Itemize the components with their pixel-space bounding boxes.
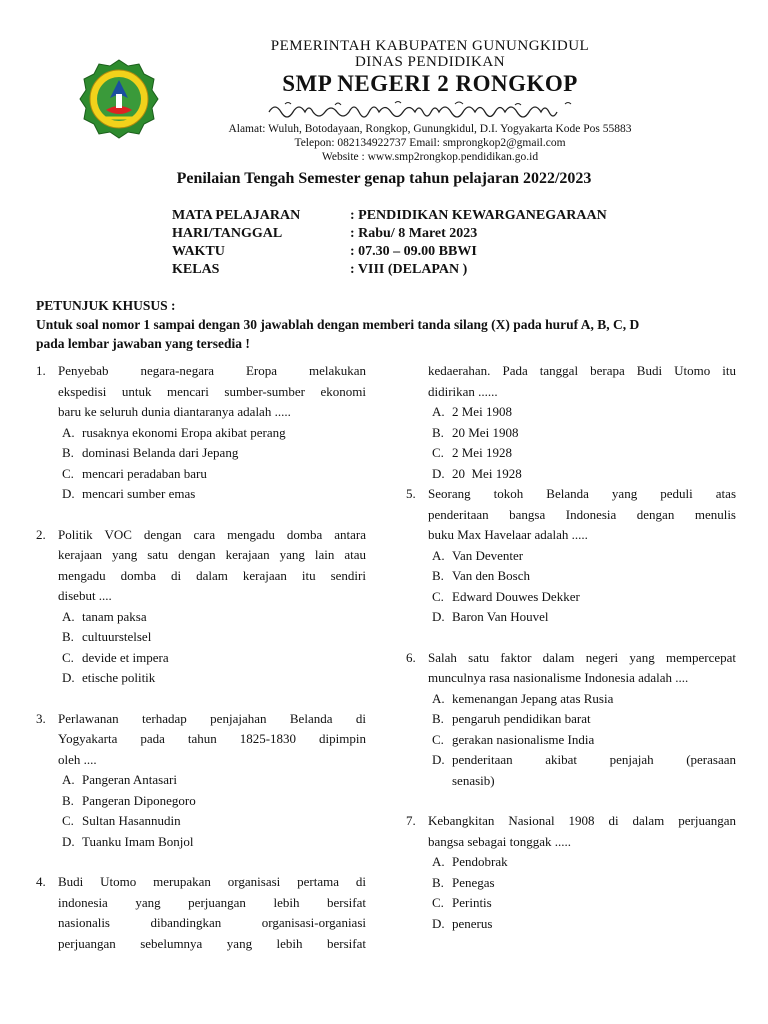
option-a[interactable]: A. Pendobrak <box>432 854 508 869</box>
question-4 <box>36 872 366 954</box>
question-text-line: didirikan ...... <box>428 383 498 399</box>
question-text-line: Perlawanan terhadap penjajahan Belanda di <box>58 710 366 726</box>
question-text-line: oleh .... <box>58 751 97 767</box>
question-text-line: kedaerahan. Pada tanggal berapa Budi Utomo itu <box>428 363 736 378</box>
letterhead <box>0 0 768 170</box>
info-value: : 07.30 – 09.00 BBWI <box>350 244 477 259</box>
info-key: MATA PELAJARAN <box>172 208 301 223</box>
school-name: SMP NEGERI 2 RONGKOP <box>282 71 578 96</box>
option-a[interactable]: A. rusaknya ekonomi Eropa akibat perang <box>62 424 286 440</box>
option-b[interactable]: B. Penegas <box>432 874 495 890</box>
question-number: 6. <box>406 649 416 665</box>
question-6 <box>406 648 736 792</box>
question-1 <box>36 361 366 505</box>
option-b[interactable]: B. 20 Mei 1908 <box>432 424 519 440</box>
question-text-line: kerajaan yang satu dengan kerajaan yang lain atau <box>58 547 366 562</box>
question-text-line: ekspedisi untuk mencari sumber-sumber ekonomi <box>58 383 366 399</box>
question-number: 1. <box>36 363 46 378</box>
question-text-line: perjuangan sebelumnya yang lebih bersifat <box>58 935 366 951</box>
question-3 <box>36 709 366 853</box>
option-d[interactable]: D. Baron Van Houvel <box>432 609 549 624</box>
option-d[interactable]: D. penderitaan akibat penjajah (perasaan senasib) <box>432 752 736 788</box>
info-value: : VIII (DELAPAN ) <box>350 262 468 277</box>
option-b[interactable]: B. dominasi Belanda dari Jepang <box>62 445 239 460</box>
question-number: 2. <box>36 526 46 542</box>
instructions-heading: PETUNJUK KHUSUS : <box>36 298 176 313</box>
exam-info-table <box>172 207 607 279</box>
school-website: Website : www.smp2rongkop.pendidikan.go.id <box>321 151 539 163</box>
option-c[interactable]: C. Edward Douwes Dekker <box>432 588 580 604</box>
question-text-line: disebut .... <box>58 588 112 603</box>
option-b[interactable]: B. pengaruh pendidikan barat <box>432 711 591 726</box>
school-address: Alamat: Wuluh, Botodayaan, Rongkop, Gunungkidul, D.I. Yogyakarta Kode Pos 55883 <box>228 123 632 135</box>
option-b[interactable]: B. cultuurstelsel <box>62 629 152 644</box>
question-text-line: indonesia yang perjuangan lebih bersifat <box>58 894 366 910</box>
department-name: DINAS PENDIDIKAN <box>354 54 506 70</box>
question-number: 3. <box>36 710 46 726</box>
question-5 <box>406 484 736 628</box>
option-a[interactable]: A. kemenangan Jepang atas Rusia <box>432 690 614 706</box>
option-d[interactable]: D. 20 Mei 1928 <box>432 465 522 481</box>
instructions <box>36 296 736 353</box>
instructions-line: pada lembar jawaban yang tersedia ! <box>36 336 250 351</box>
question-text-line: Seorang tokoh Belanda yang peduli atas <box>428 486 736 501</box>
info-key: KELAS <box>172 262 220 277</box>
question-number: 7. <box>406 813 416 828</box>
question-text-line: Salah satu faktor dalam negeri yang mempercepat <box>428 649 736 665</box>
option-b[interactable]: B. Van den Bosch <box>432 568 530 583</box>
question-text-line: buku Max Havelaar adalah ..... <box>428 527 588 542</box>
gunungkidul-emblem-logo <box>78 58 160 140</box>
info-row-time <box>172 243 607 261</box>
government-name: PEMERINTAH KABUPATEN GUNUNGKIDUL <box>270 38 590 54</box>
questions-left-column <box>36 361 366 954</box>
questions-right-column <box>406 361 736 934</box>
option-d[interactable]: D. mencari sumber emas <box>62 486 196 501</box>
option-d[interactable]: D. penerus <box>432 915 493 931</box>
exam-title: Penilaian Tengah Semester genap tahun pelajaran 2022/2023 <box>176 170 592 187</box>
option-d[interactable]: D. etische politik <box>62 670 156 685</box>
question-text-line: bangsa sebagai tonggak ..... <box>428 833 571 849</box>
info-row-subject <box>172 207 607 225</box>
question-text-line: mengadu domba di dalam kerajaan itu sendiri <box>58 567 366 583</box>
question-text-line: Penyebab negara-negara Eropa melakukan <box>58 363 366 378</box>
question-4-continued <box>406 361 736 484</box>
question-number: 5. <box>406 486 416 501</box>
option-c[interactable]: C. gerakan nasionalisme India <box>432 731 595 747</box>
question-text-line: baru ke seluruh dunia diantaranya adalah ..... <box>58 404 291 419</box>
question-text-line: munculnya rasa nasionalisme Indonesia adalah .... <box>428 670 689 685</box>
question-text-line: penderitaan bangsa Indonesia dengan menulis <box>428 506 736 522</box>
info-value: : PENDIDIKAN KEWARGANEGARAAN <box>350 208 607 223</box>
school-contact: Telepon: 082134922737 Email: smprongkop2@gmail.com <box>294 137 566 149</box>
option-b[interactable]: B. Pangeran Diponegoro <box>62 792 196 808</box>
question-text-line: nasionalis dibandingkan organisasi-organiasi <box>58 915 366 930</box>
option-c[interactable]: C. Perintis <box>432 895 492 910</box>
info-row-class <box>172 261 607 279</box>
question-7 <box>406 811 736 934</box>
question-text-line: Yogyakarta pada tahun 1825-1830 dipimpin <box>58 731 366 746</box>
option-a[interactable]: A. tanam paksa <box>62 608 147 624</box>
option-a[interactable]: A. Van Deventer <box>432 547 524 563</box>
info-value: : Rabu/ 8 Maret 2023 <box>350 226 478 241</box>
info-key: WAKTU <box>172 244 225 259</box>
question-text-line: Budi Utomo merupakan organisasi pertama di <box>58 874 366 889</box>
question-number: 4. <box>36 874 46 889</box>
option-d[interactable]: D. Tuanku Imam Bonjol <box>62 833 194 849</box>
info-key: HARI/TANGGAL <box>172 226 283 241</box>
javanese-script-line <box>180 98 680 122</box>
question-text-line: Politik VOC dengan cara mengadu domba antara <box>58 526 366 542</box>
question-text-line: Kebangkitan Nasional 1908 di dalam perjuangan <box>428 813 736 828</box>
question-2 <box>36 525 366 689</box>
option-c[interactable]: C. Sultan Hasannudin <box>62 813 181 828</box>
option-a[interactable]: A. 2 Mei 1908 <box>432 404 512 419</box>
info-row-date <box>172 225 607 243</box>
option-c[interactable]: C. devide et impera <box>62 649 169 665</box>
option-a[interactable]: A. Pangeran Antasari <box>62 772 177 787</box>
option-c[interactable]: C. 2 Mei 1928 <box>432 445 512 460</box>
option-c[interactable]: C. mencari peradaban baru <box>62 465 207 481</box>
instructions-line: Untuk soal nomor 1 sampai dengan 30 jawablah dengan memberi tanda silang (X) pada huruf A, B, C, D <box>36 317 640 332</box>
